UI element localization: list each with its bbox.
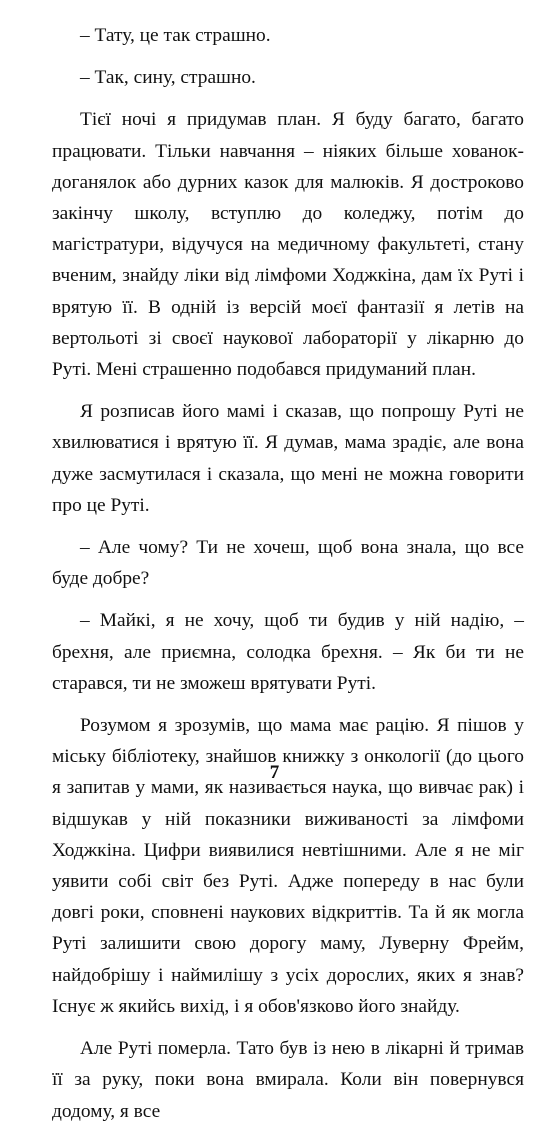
paragraph: – Але чому? Ти не хочеш, щоб вона знала, що все буде добре? bbox=[52, 537, 524, 590]
body-text bbox=[52, 20, 524, 1138]
paragraph: Тієї ночі я придумав план. Я буду багато, багато працювати. Тільки навчання – ніяких більше хованок-доганялок або дурних казок для малюків. Я достроково закінчу школу, вступлю до коледжу, потім до магістратури, відучуся на медичному факультеті, стану вченим, знайду ліки від лімфоми Ходжкіна, дам їх Руті і врятую її. В одній із версій моєї фантазії я летів на вертольоті зі своєї наукової лабораторії у лікарню до Руті. Мені страшенно подобався придуманий план. bbox=[52, 109, 524, 381]
paragraph: – Тату, це так страшно. bbox=[80, 25, 271, 46]
paragraph: – Так, сину, страшно. bbox=[80, 67, 256, 89]
paragraph: Але Руті померла. Тато був із нею в лікарні й тримав її за руку, поки вона вмирала. Коли він повернувся додому, я все bbox=[52, 1038, 524, 1122]
page-number: 7 bbox=[269, 762, 280, 783]
paragraph: Я розписав його мамі і сказав, що попрошу Руті не хвилюватися і врятую її. Я думав, мама зрадіє, але вона дуже засмутилася і сказала, що мені не можна говорити про це Руті. bbox=[52, 401, 524, 516]
paragraph: Розумом я зрозумів, що мама має рацію. Я пішов у міську бібліотеку, знайшов книжку з онкології (до цього я запитав у мами, як називається наука, що вивчає рак) і відшукав у ній показники виживаності за лімфоми Ходжкіна. Цифри виявилися невтішними. Але я не міг уявити собі світ без Руті. Адже попереду в нас були довгі роки, сповнені наукових відкриттів. Та й як могла Руті залишити свою дорогу маму, Луверну Фрейм, найдобрішу і наймилішу з усіх дорослих, яких я знав? Існує ж якийсь вихід, і я обов'язково його знайду. bbox=[52, 715, 524, 1017]
paragraph: – Майкі, я не хочу, щоб ти будив у ній надію, – брехня, але приємна, солодка брехня. – Як би ти не старався, ти не зможеш врятувати Руті. bbox=[52, 610, 524, 694]
